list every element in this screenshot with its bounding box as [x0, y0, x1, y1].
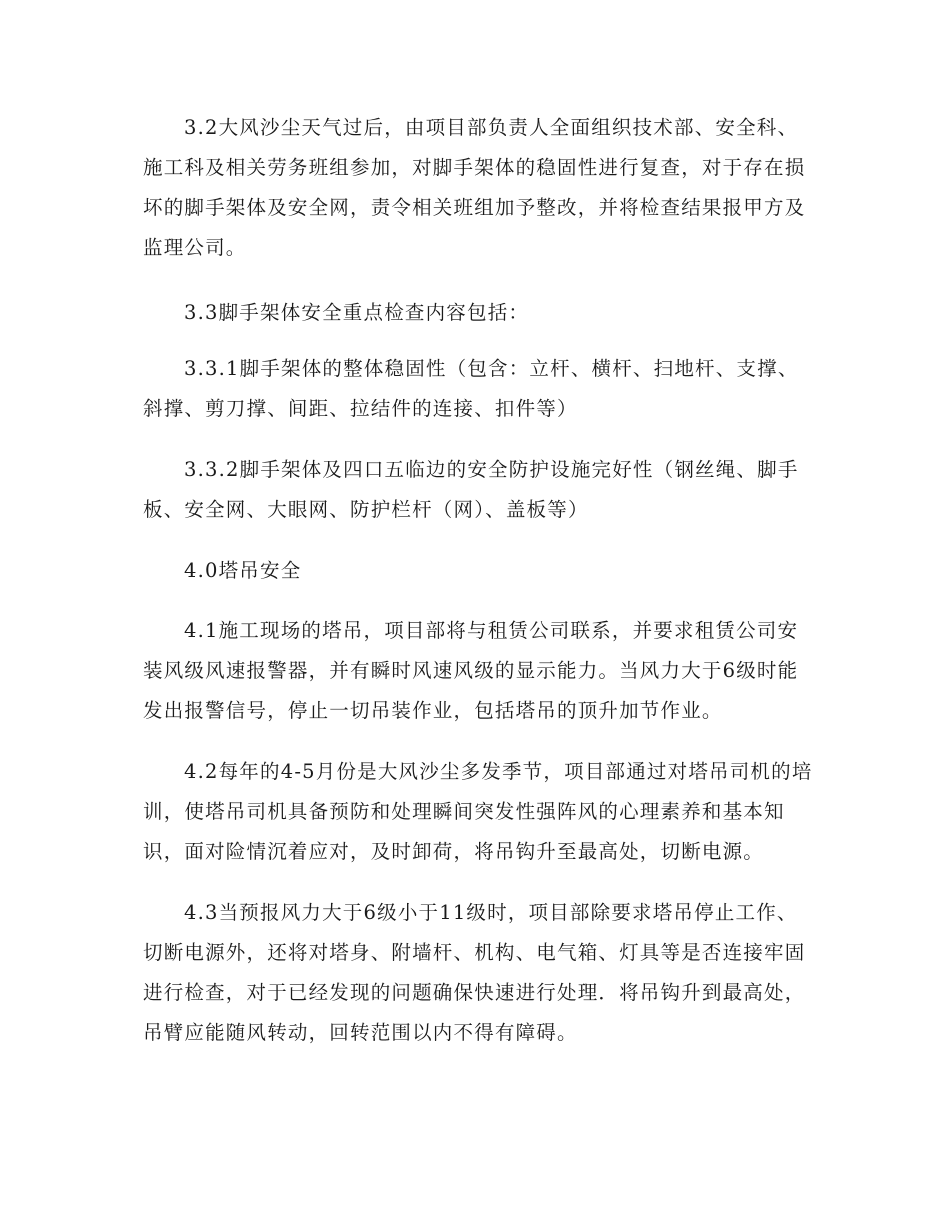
paragraph-3-3: 3.3脚手架体安全重点检查内容包括： [184, 301, 530, 324]
paragraph-3-3-2: 3.3.2脚手架体及四口五临边的安全防护设施完好性（钢丝绳、脚手板、安全网、大眼网、防护栏杆（网）、盖板等） [143, 458, 799, 521]
paragraph-3-2: 3.2大风沙尘天气过后，由项目部负责人全面组织技术部、安全科、施工科及相关劳务班组参加，对脚手架体的稳固性进行复查，对于存在损坏的脚手架体及安全网，责令相关班组加予整改，并将检查结果报甲方及监理公司。 [143, 116, 806, 259]
paragraph-4-3: 4.3当预报风力大于6级小于11级时，项目部除要求塔吊停止工作、切断电源外，还将对塔身、附墙杆、机构、电气箱、灯具等是否连接牢固进行检查，对于已经发现的问题确保快速进行处理．将吊钩升到最高处，吊臂应能随风转动，回转范围以内不得有障碍。 [143, 901, 806, 1044]
paragraph-3-3-1: 3.3.1脚手架体的整体稳固性（包含：立杆、横杆、扫地杆、支撑、斜撑、剪刀撑、间距、拉结件的连接、扣件等） [143, 357, 799, 420]
paragraph-4-1: 4.1施工现场的塔吊，项目部将与租赁公司联系，并要求租赁公司安装风级风速报警器，并有瞬时风速风级的显示能力。当风力大于6级时能发出报警信号，停止一切吊装作业，包括塔吊的顶升加节作业。 [143, 619, 799, 722]
paragraph-4-2: 4.2每年的4-5月份是大风沙尘多发季节，项目部通过对塔吊司机的培训，使塔吊司机具备预防和处理瞬间突发性强阵风的心理素养和基本知识，面对险情沉着应对，及时卸荷，将吊钩升至最高处，切断电源。 [143, 760, 813, 863]
section-heading-4-0: 4.0塔吊安全 [184, 559, 302, 582]
document-page [143, 108, 813, 1074]
